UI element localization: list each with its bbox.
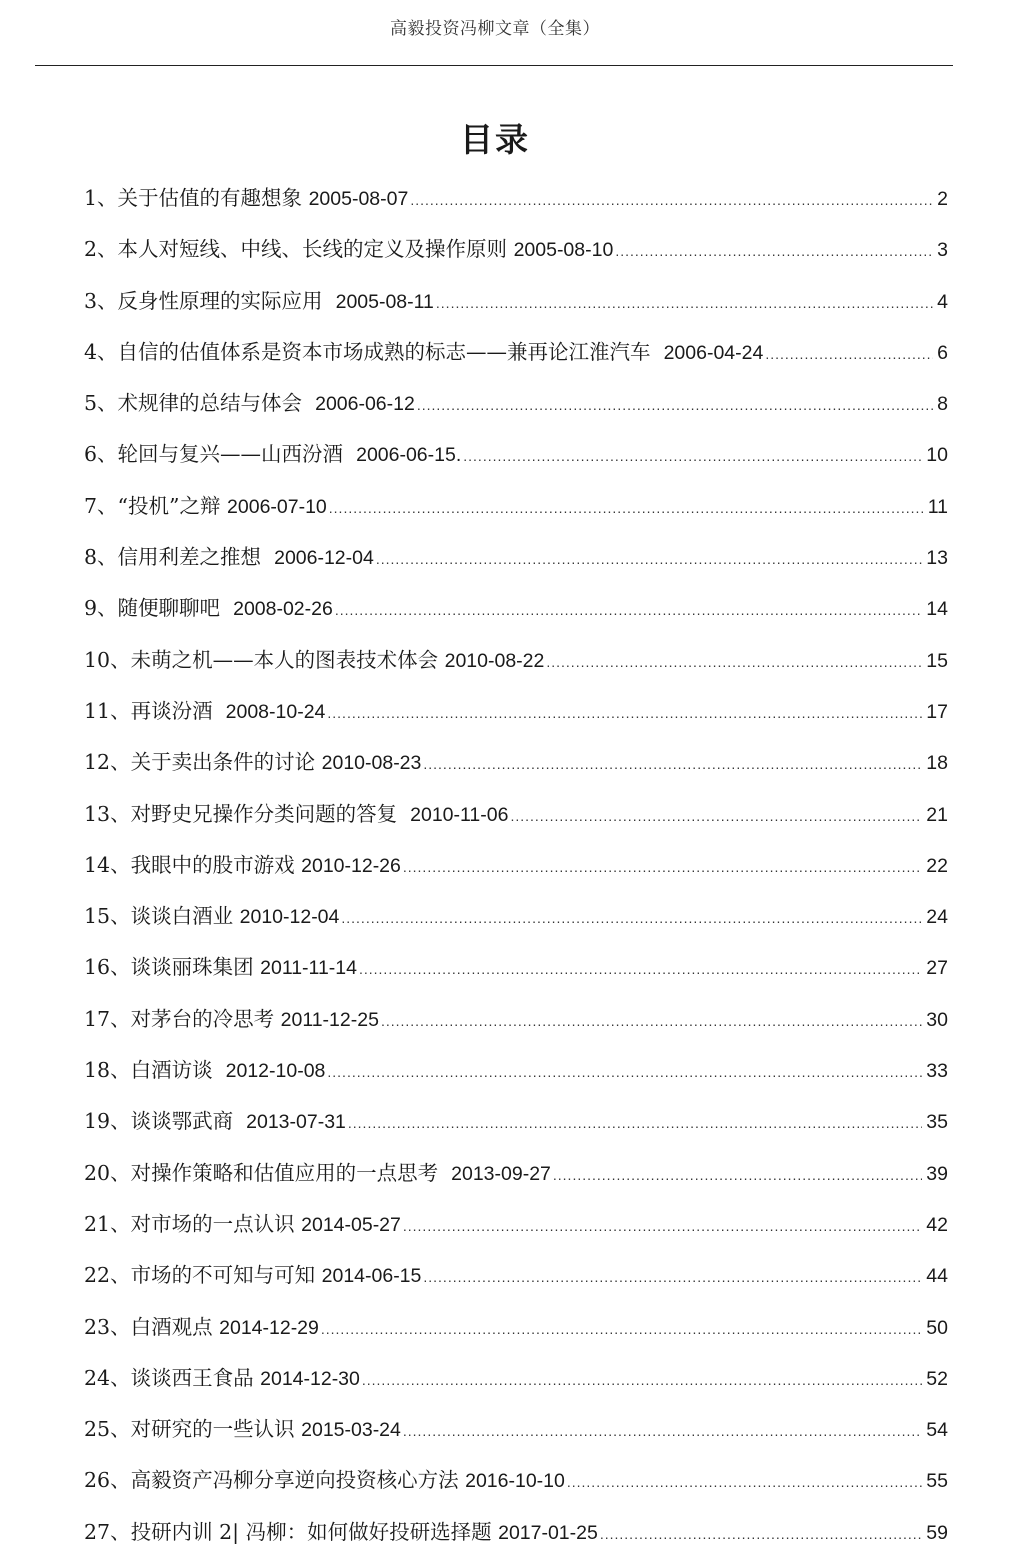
- toc-entry-page-number: 39: [926, 1162, 948, 1185]
- toc-entry-title: 市场的不可知与可知: [130, 1263, 322, 1288]
- toc-entry-text: [84, 1463, 565, 1493]
- toc-entry-date: 2006-06-12: [315, 393, 415, 416]
- toc-entry-page-number: 54: [926, 1419, 948, 1442]
- toc-dot-leader: [423, 756, 922, 772]
- toc-entry[interactable]: [84, 745, 948, 796]
- toc-entry-date: 2008-10-24: [225, 700, 326, 723]
- toc-dot-leader: [553, 1167, 922, 1183]
- toc-dot-leader: [463, 448, 922, 464]
- toc-entry-page-number: 27: [926, 957, 948, 980]
- toc-entry-title: 白酒观点: [130, 1314, 220, 1339]
- toc-entry-page-number: 50: [926, 1316, 948, 1339]
- toc-entry[interactable]: [84, 1207, 948, 1258]
- toc-entry-page-number: 35: [926, 1111, 948, 1134]
- toc-entry-page-number: 44: [926, 1265, 948, 1288]
- toc-entry[interactable]: [84, 284, 948, 335]
- toc-entry-number: 15、: [84, 904, 131, 929]
- toc-dot-leader: [436, 295, 933, 311]
- toc-entry-title: 反身性原理的实际应用: [117, 288, 336, 313]
- toc-entry-page-number: 6: [937, 341, 948, 364]
- toc-entry-date: 2005-08-07: [308, 188, 409, 210]
- toc-entry-number: 17、: [84, 1006, 131, 1031]
- toc-entry-page-number: 52: [926, 1367, 948, 1390]
- toc-entry-title: 谈谈西王食品: [130, 1365, 261, 1390]
- toc-entry-text: [84, 745, 421, 775]
- toc-entry[interactable]: [84, 437, 948, 488]
- toc-entry-date: 2015-03-24: [301, 1419, 401, 1442]
- toc-entry-date: 2010-08-23: [321, 752, 422, 775]
- toc-entry[interactable]: [84, 489, 948, 540]
- toc-dot-leader: [327, 705, 922, 721]
- toc-entry-title: 关于卖出条件的讨论: [130, 750, 322, 775]
- toc-entry-date: 2010-11-06: [410, 803, 509, 826]
- toc-entry[interactable]: [84, 386, 948, 437]
- toc-entry-date: 2014-12-30: [260, 1367, 360, 1390]
- toc-entry-page-number: 17: [926, 700, 948, 723]
- toc-entry[interactable]: [84, 643, 948, 694]
- toc-entry-date: 2011-12-25: [280, 1008, 379, 1031]
- toc-entry[interactable]: [84, 1156, 948, 1207]
- toc-entry-date: 2017-01-25: [498, 1521, 598, 1544]
- toc-entry-date: 2005-08-11: [335, 290, 434, 313]
- toc-entry-number: 13、: [84, 801, 131, 826]
- toc-entry-date: 2016-10-10: [465, 1470, 565, 1493]
- toc-dot-leader: [546, 654, 922, 670]
- toc-entry-text: [84, 437, 461, 467]
- table-of-contents: [84, 181, 948, 1566]
- toc-entry-page-number: 22: [926, 854, 948, 877]
- toc-entry[interactable]: [84, 181, 948, 232]
- toc-entry-number: 2、: [84, 237, 118, 262]
- toc-entry-page-number: 10: [926, 444, 948, 467]
- toc-entry-title: 对茅台的冷思考: [130, 1006, 281, 1031]
- toc-entry-text: [84, 1207, 401, 1237]
- toc-entry-number: 10、: [84, 647, 131, 672]
- toc-entry-text: [84, 1104, 346, 1134]
- toc-dot-leader: [359, 961, 922, 977]
- toc-entry-text: [84, 1002, 379, 1032]
- toc-entry-page-number: 3: [937, 239, 948, 262]
- toc-entry-date: 2011-11-14: [260, 957, 357, 980]
- toc-entry-date: 2006-12-04: [274, 547, 374, 570]
- toc-entry-page-number: 42: [926, 1213, 948, 1236]
- header-divider: [35, 65, 953, 66]
- toc-entry-text: [84, 1515, 598, 1545]
- toc-entry-text: [84, 232, 613, 262]
- toc-entry-number: 20、: [84, 1160, 131, 1185]
- toc-dot-leader: [341, 910, 922, 926]
- toc-entry-number: 27、: [84, 1519, 131, 1544]
- toc-entry-number: 16、: [84, 955, 131, 980]
- toc-entry-title: 投研内训 2| 冯柳：如何做好投研选择题: [130, 1519, 499, 1544]
- toc-entry[interactable]: [84, 1515, 948, 1566]
- toc-entry-number: 8、: [84, 545, 118, 570]
- toc-entry-title: 对操作策略和估值应用的一点思考: [130, 1160, 452, 1185]
- toc-entry-text: [84, 950, 357, 980]
- toc-entry-number: 5、: [84, 391, 118, 416]
- toc-dot-leader: [510, 808, 922, 824]
- toc-dot-leader: [327, 1064, 922, 1080]
- toc-entry-number: 11、: [84, 698, 131, 723]
- running-header: 高毅投资冯柳文章（全集）: [390, 19, 600, 39]
- toc-entry-page-number: 14: [926, 598, 948, 621]
- toc-entry[interactable]: [84, 1463, 948, 1514]
- toc-entry-text: [84, 797, 508, 827]
- toc-entry[interactable]: [84, 1002, 948, 1053]
- toc-entry-title: 谈谈丽珠集团: [130, 955, 261, 980]
- toc-entry-number: 21、: [84, 1211, 131, 1236]
- toc-entry-page-number: 24: [926, 906, 948, 929]
- toc-dot-leader: [376, 551, 922, 567]
- toc-entry-text: [84, 386, 415, 416]
- toc-entry[interactable]: [84, 1258, 948, 1309]
- toc-dot-leader: [348, 1115, 922, 1131]
- toc-entry-date: 2014-06-15: [321, 1265, 422, 1288]
- toc-entry-page-number: 4: [937, 290, 948, 313]
- toc-entry-title: 对研究的一些认识: [130, 1417, 302, 1442]
- toc-entry-title: 对野史兄操作分类问题的答复: [130, 801, 411, 826]
- toc-entry-title: 自信的估值体系是资本市场成熟的标志——兼再论江淮汽车: [117, 339, 664, 364]
- toc-entry-number: 22、: [84, 1263, 131, 1288]
- toc-entry-number: 23、: [84, 1314, 131, 1339]
- toc-entry-title: 关于估值的有趣想象: [117, 186, 309, 210]
- toc-entry-title: 我眼中的股市游戏: [130, 852, 302, 877]
- toc-entry-number: 1、: [84, 186, 118, 210]
- toc-entry-number: 3、: [84, 288, 118, 313]
- toc-entry-number: 14、: [84, 852, 131, 877]
- toc-title: 目录: [460, 120, 530, 159]
- toc-entry-text: [84, 1310, 319, 1340]
- toc-dot-leader: [403, 859, 922, 875]
- toc-entry-date: 2008-02-26: [233, 598, 333, 621]
- toc-entry[interactable]: [84, 591, 948, 642]
- toc-entry-title: 信用利差之推想: [117, 545, 275, 570]
- toc-entry-date: 2013-09-27: [451, 1162, 551, 1185]
- toc-entry[interactable]: [84, 1104, 948, 1155]
- toc-entry-date: 2006-06-15.: [356, 444, 462, 467]
- toc-entry-number: 18、: [84, 1058, 131, 1083]
- toc-entry-page-number: 13: [926, 547, 948, 570]
- toc-entry-title: 谈谈白酒业: [130, 904, 240, 929]
- toc-dot-leader: [403, 1423, 922, 1439]
- toc-dot-leader: [615, 243, 933, 259]
- toc-entry-page-number: 59: [926, 1521, 948, 1544]
- toc-entry-text: [84, 643, 544, 673]
- toc-entry-text: [84, 1361, 360, 1391]
- toc-entry-title: 轮回与复兴——山西汾酒: [117, 442, 357, 467]
- toc-dot-leader: [423, 1269, 922, 1285]
- toc-entry[interactable]: [84, 848, 948, 899]
- toc-dot-leader: [567, 1474, 922, 1490]
- toc-entry-page-number: 21: [926, 803, 948, 826]
- toc-entry-title: 本人对短线、中线、长线的定义及操作原则: [117, 237, 514, 262]
- toc-entry-text: [84, 899, 339, 929]
- toc-entry-text: [84, 181, 408, 211]
- toc-dot-leader: [381, 1013, 922, 1029]
- toc-entry-number: 12、: [84, 750, 131, 775]
- toc-entry[interactable]: [84, 335, 948, 386]
- toc-entry-text: [84, 284, 434, 314]
- toc-entry[interactable]: [84, 1412, 948, 1463]
- toc-entry-page-number: 18: [926, 752, 948, 775]
- toc-entry-date: 2010-08-22: [444, 649, 545, 672]
- toc-entry-text: [84, 1258, 421, 1288]
- toc-entry-date: 2013-07-31: [246, 1111, 346, 1134]
- toc-dot-leader: [600, 1526, 922, 1542]
- toc-entry[interactable]: [84, 540, 948, 591]
- toc-entry-date: 2010-12-26: [301, 854, 401, 877]
- toc-entry-title: 谈谈鄂武商: [130, 1109, 247, 1134]
- toc-entry-date: 2014-12-29: [219, 1316, 319, 1339]
- toc-entry-title: 随便聊聊吧: [117, 596, 234, 621]
- toc-entry-date: 2005-08-10: [513, 239, 614, 262]
- toc-entry-text: [84, 591, 333, 621]
- toc-entry-title: “投机”之辩: [117, 493, 228, 518]
- toc-entry-number: 7、: [84, 493, 118, 518]
- toc-dot-leader: [362, 1372, 922, 1388]
- toc-entry-number: 25、: [84, 1417, 131, 1442]
- toc-dot-leader: [417, 397, 933, 413]
- toc-entry-text: [84, 1053, 325, 1083]
- toc-entry-page-number: 2: [937, 188, 948, 210]
- toc-entry-text: [84, 848, 401, 878]
- toc-entry-text: [84, 335, 763, 365]
- toc-dot-leader: [410, 192, 933, 208]
- toc-entry-number: 26、: [84, 1468, 131, 1493]
- toc-entry-page-number: 8: [937, 393, 948, 416]
- toc-dot-leader: [329, 500, 924, 516]
- toc-dot-leader: [335, 602, 922, 618]
- toc-entry-page-number: 11: [927, 495, 948, 518]
- toc-entry-page-number: 33: [926, 1060, 948, 1083]
- toc-entry[interactable]: [84, 1310, 948, 1361]
- toc-entry-number: 24、: [84, 1365, 131, 1390]
- toc-entry[interactable]: [84, 694, 948, 745]
- toc-entry[interactable]: [84, 1361, 948, 1412]
- toc-dot-leader: [765, 346, 933, 362]
- toc-entry-text: [84, 540, 374, 570]
- toc-entry-page-number: 15: [926, 649, 948, 672]
- toc-entry-title: 对市场的一点认识: [130, 1211, 302, 1236]
- toc-entry-title: 术规律的总结与体会: [117, 391, 316, 416]
- toc-entry-date: 2010-12-04: [239, 906, 340, 929]
- toc-entry-number: 6、: [84, 442, 118, 467]
- toc-entry-text: [84, 489, 327, 519]
- toc-entry[interactable]: [84, 1053, 948, 1104]
- toc-entry-text: [84, 694, 325, 724]
- toc-entry-title: 未萌之机——本人的图表技术体会: [130, 647, 445, 672]
- toc-entry-page-number: 55: [926, 1470, 948, 1493]
- toc-entry-title: 高毅资产冯柳分享逆向投资核心方法: [130, 1468, 466, 1493]
- toc-entry-page-number: 30: [926, 1008, 948, 1031]
- toc-entry-number: 9、: [84, 596, 118, 621]
- toc-entry[interactable]: [84, 950, 948, 1001]
- toc-entry-title: 再谈汾酒: [130, 698, 226, 723]
- toc-dot-leader: [321, 1321, 922, 1337]
- toc-entry-text: [84, 1412, 401, 1442]
- toc-entry-date: 2014-05-27: [301, 1213, 401, 1236]
- toc-entry-number: 4、: [84, 339, 118, 364]
- toc-entry[interactable]: [84, 797, 948, 848]
- toc-entry-date: 2006-04-24: [663, 341, 764, 364]
- toc-entry-text: [84, 1156, 551, 1186]
- toc-dot-leader: [403, 1218, 922, 1234]
- toc-entry-date: 2006-07-10: [227, 495, 327, 518]
- toc-entry-number: 19、: [84, 1109, 131, 1134]
- toc-entry-date: 2012-10-08: [225, 1060, 326, 1083]
- toc-entry[interactable]: [84, 899, 948, 950]
- toc-entry[interactable]: [84, 232, 948, 283]
- toc-entry-title: 白酒访谈: [130, 1058, 226, 1083]
